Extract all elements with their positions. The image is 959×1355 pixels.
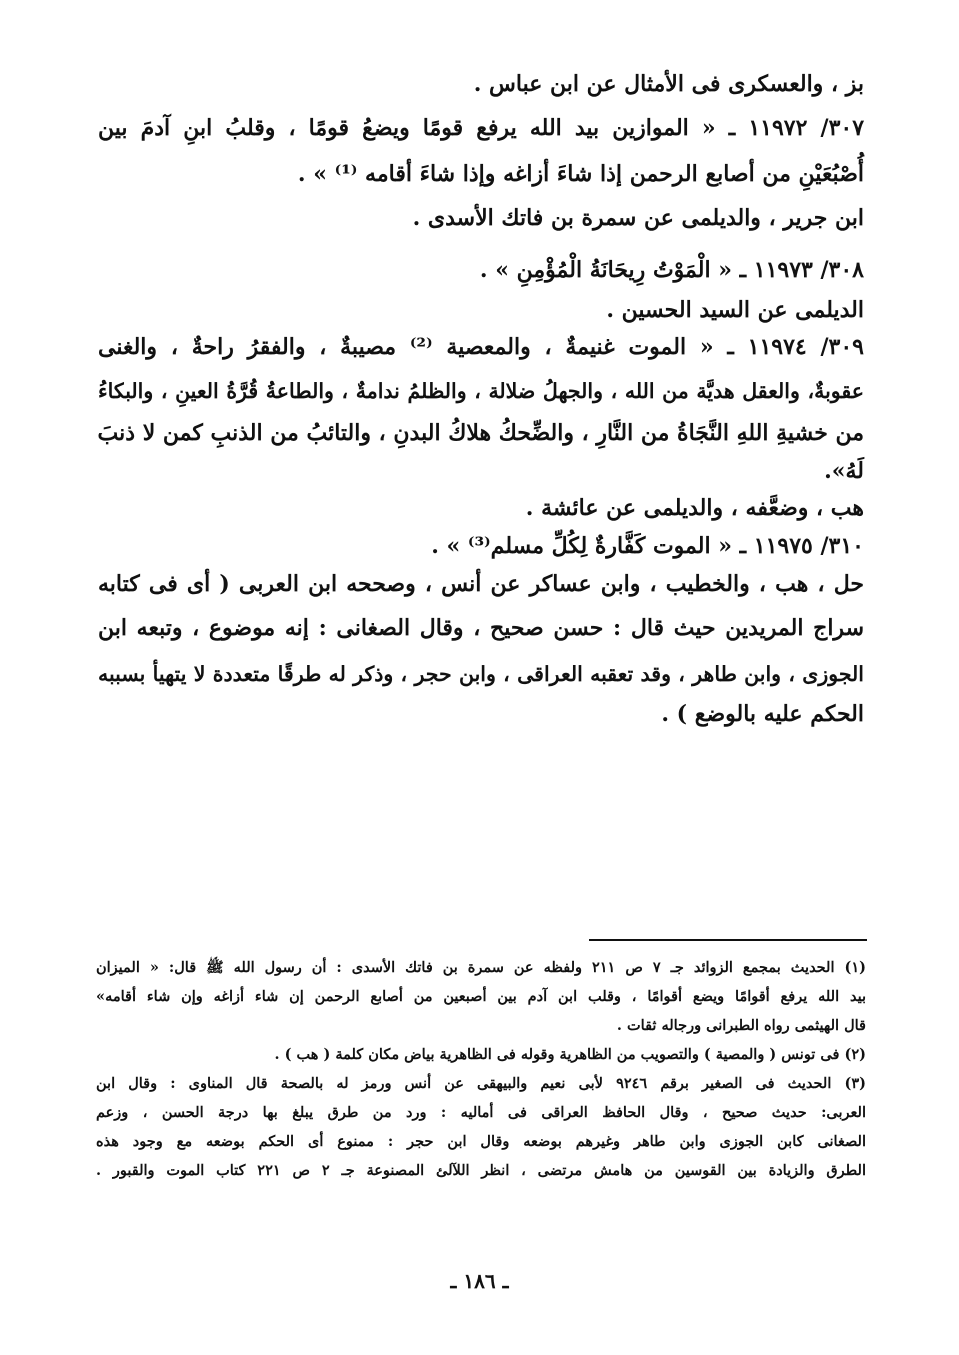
source-line: الجوزى ، وابن طاهر ، وقد تعقبه العراقى ، وابن حجر ، وذكر له طرقًا متعددة لا يتهيأ بسببه: [98, 662, 864, 686]
footnote-line: قال الهيثمى رواه الطبرانى ورجاله ثقات .: [616, 1017, 866, 1034]
hadith-line: ٣١٠/ ١١٩٧٥ ـ « الموت كَفَّارةٌ لِكُلِّ مسلم⁽³⁾ » .: [431, 533, 864, 559]
footnote-line: الصغانى كابن الجوزى وابن طاهر وغيرهم بوضعه وقال ابن حجر : ممنوع أى الحكم بوضعه مع وجود هذه: [96, 1133, 866, 1150]
hadith-line: من خشيةِ اللهِ النَّجَاةُ من النَّارِ ، والضِّحكُ هلاكُ البدنِ ، والتائبُ من الذنبِ كمن لا ذنبَ: [97, 420, 864, 446]
source-line: الحكم عليه بالوضع ) .: [661, 701, 864, 727]
hadith-line: أُصْبُعَيْنِ من أصابع الرحمن إذا شاءَ أزاغه وإذا شاءَ أقامه ⁽¹⁾ » .: [297, 161, 864, 187]
hadith-line: ٣٠٩/ ١١٩٧٤ ـ « الموت غنيمةٌ ، والمعصية ⁽²⁾ مصيبةٌ ، والفقرُ راحةٌ ، والغنى: [98, 334, 864, 360]
main-text: [98, 66, 864, 738]
footnote-line: الطرق والزيادة بين القوسين من هامش مرتضى ، انظر اللآلئ المصنوعة جـ ٢ ص ٢٢١ كتاب الموت والقبور .: [96, 1162, 866, 1179]
footnote-separator: [589, 939, 867, 941]
source-line: ابن جرير ، والديلمى عن سمرة بن فاتك الأسدى .: [412, 205, 864, 231]
source-line: سراج المريدين حيث قال : حسن صحيح ، وقال الصغانى : إنه موضوع ، وتبعه ابن: [98, 615, 865, 641]
footnote-line: (٢) فى تونس ( والمصية ) والتصويب من الظاهرية وقوله فى الظاهرية بياض مكان كلمة ( هب ) .: [274, 1046, 866, 1063]
hadith-line: عقوبةٌ، والعقل هديَّة من الله ، والجهلُ ضلالة ، والظلمُ ندامةٌ ، والطاعةُ قُرَّةُ العينِ ، والبكاءُ: [98, 379, 864, 403]
source-line: حل ، هب ، والخطيب ، وابن عساكر عن أنس ، وصححه ابن العربى ( أى فى كتابه: [98, 571, 864, 597]
text-line: بز ، والعسكرى فى الأمثال عن ابن عباس .: [473, 71, 864, 97]
footnote-line: العربى: حديث صحيح ، وقال الحافظ العراقى فى أماليه : ورد من طرق يبلغ بها درجة الحسن ، وزعم: [96, 1104, 866, 1121]
footnote-line: (١) الحديث بمجمع الزوائد جـ ٧ ص ٢١١ ولفظه عن سمرة بن فاتك الأسدى : أن رسول الله ﷺ قال: « الميزان: [96, 959, 866, 976]
footnotes: [96, 953, 866, 1185]
hadith-line: لَهُ».: [824, 458, 864, 484]
footnote-line: بيد الله يرفع أقوامًا ويضع أقوامًا ، وقلب ابن آدم بين أصبعين من أصابع الرحمن إن شاء أزاغه وإن شاء أقامه»: [96, 988, 866, 1005]
hadith-line: ٣٠٨/ ١١٩٧٣ ـ « الْمَوْتُ رِيحَانَةُ الْمُؤْمِنِ » .: [479, 257, 864, 283]
source-line: الديلمى عن السيد الحسين .: [606, 297, 864, 323]
footnote-line: (٣) الحديث فى الصغير برقم ٩٢٤٦ لأبى نعيم والبيهقى عن أنس ورمز له بالصحة قال المناوى : وقال ابن: [96, 1075, 866, 1092]
hadith-line: ٣٠٧/ ١١٩٧٢ ـ « الموازين بيد الله يرفع قومًا ويضعُ قومًا ، وقلبُ ابنِ آدمَ بين: [98, 115, 865, 141]
source-line: هب ، وضعَّفه ، والديلمى عن عائشة .: [525, 495, 864, 521]
page-number: ـ ١٨٦ ـ: [450, 1269, 509, 1293]
